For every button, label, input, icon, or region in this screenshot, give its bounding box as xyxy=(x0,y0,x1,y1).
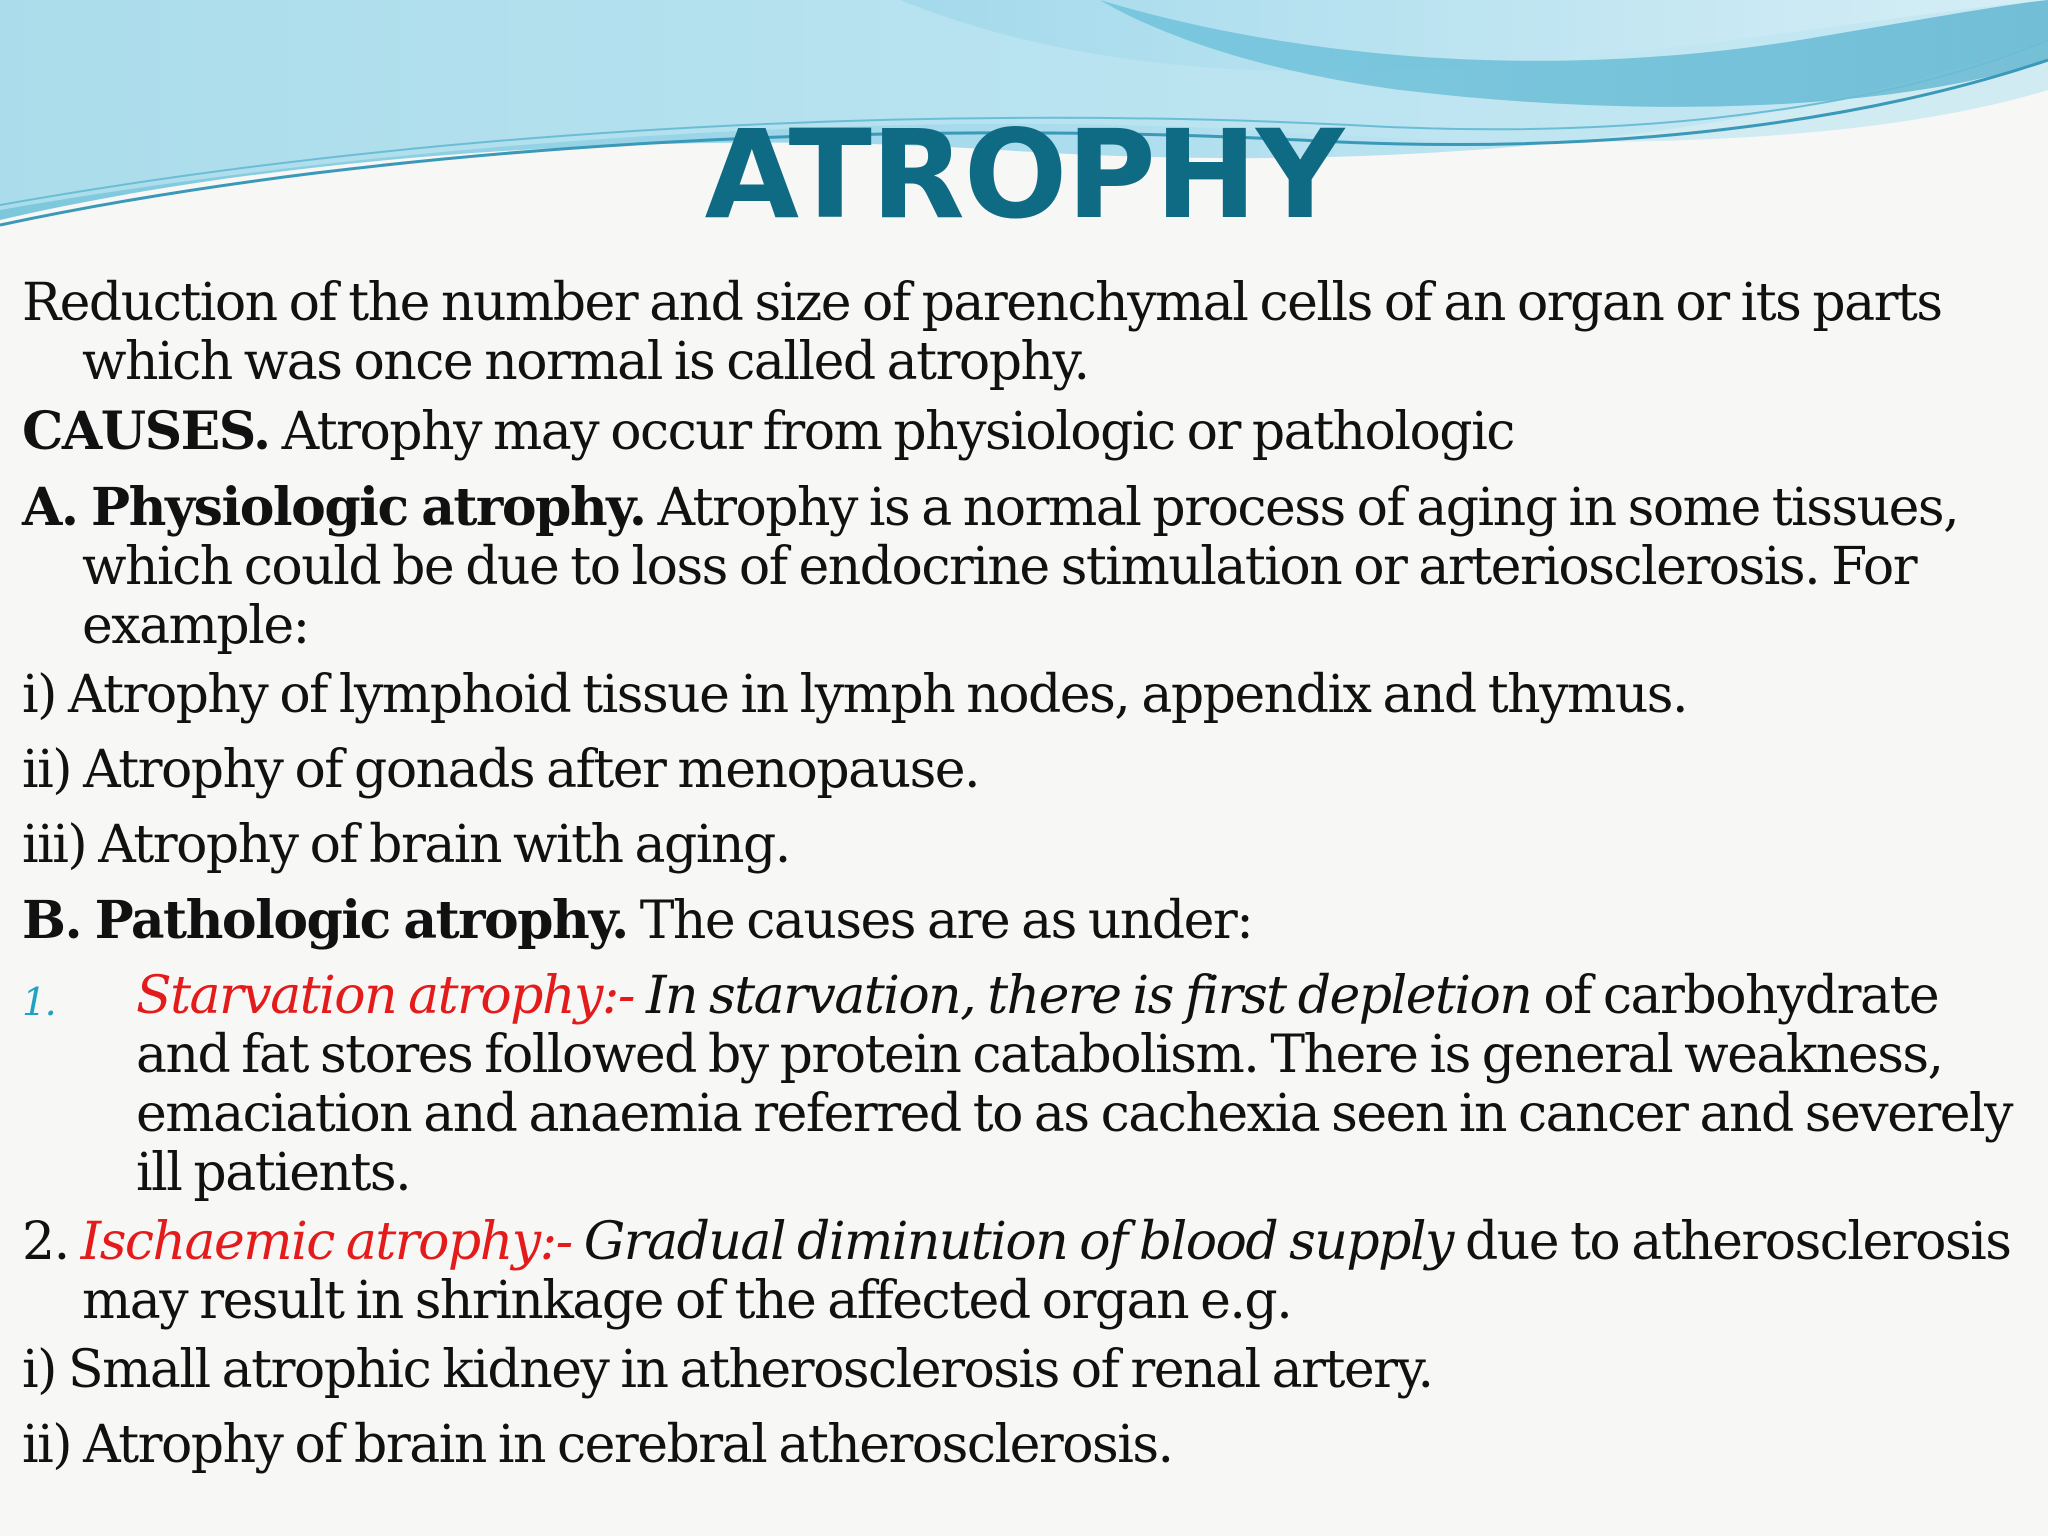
starvation-text: of carbohydrate and fat stores followed by protein catabolism. There is general weakness, emaciation and anaemia referred to as cachexia seen in cancer and severely ill patients. xyxy=(136,966,2013,1203)
pathologic-example: ii) Atrophy of brain in cerebral atherosclerosis. xyxy=(22,1415,1173,1475)
causes-text: Atrophy may occur from physiologic or pathologic xyxy=(269,402,1514,462)
physiologic-paragraph xyxy=(22,478,2022,656)
intro-paragraph: Reduction of the number and size of parenchymal cells of an organ or its parts which was once normal is called atrophy. xyxy=(22,273,1942,392)
starvation-heading: Starvation atrophy:- xyxy=(136,966,634,1026)
slide-body xyxy=(22,274,2022,1491)
starvation-item xyxy=(22,967,2022,1203)
slide-title: ATROPHY xyxy=(704,104,1344,246)
pathologic-label: B. Pathologic atrophy. xyxy=(22,890,628,951)
physiologic-example: ii) Atrophy of gonads after menopause. xyxy=(22,740,980,800)
pathologic-text: The causes are as under: xyxy=(627,891,1253,951)
ischaemic-heading: Ischaemic atrophy:- xyxy=(80,1212,572,1272)
physiologic-label: A. Physiologic atrophy. xyxy=(22,477,646,538)
pathologic-paragraph xyxy=(22,891,2022,951)
physiologic-example: iii) Atrophy of brain with aging. xyxy=(22,815,790,875)
physiologic-example: i) Atrophy of lymphoid tissue in lymph nodes, appendix and thymus. xyxy=(22,665,1688,725)
causes-label: CAUSES. xyxy=(22,401,270,462)
starvation-italic: In starvation, there is first depletion xyxy=(633,966,1532,1026)
list-number: 1. xyxy=(22,980,56,1024)
ischaemic-prefix: 2. xyxy=(22,1212,81,1272)
ischaemic-text: due to atherosclerosis may result in shrinkage of the affected organ e.g. xyxy=(82,1212,2011,1331)
pathologic-example: i) Small atrophic kidney in atherosclerosis of renal artery. xyxy=(22,1340,1433,1400)
causes-paragraph xyxy=(22,402,2022,462)
ischaemic-paragraph xyxy=(22,1213,2022,1331)
physiologic-text: Atrophy is a normal process of aging in some tissues, which could be due to loss of endocrine stimulation or arteriosclerosis. For example: xyxy=(82,478,1959,656)
ischaemic-italic: Gradual diminution of blood supply xyxy=(571,1212,1453,1272)
